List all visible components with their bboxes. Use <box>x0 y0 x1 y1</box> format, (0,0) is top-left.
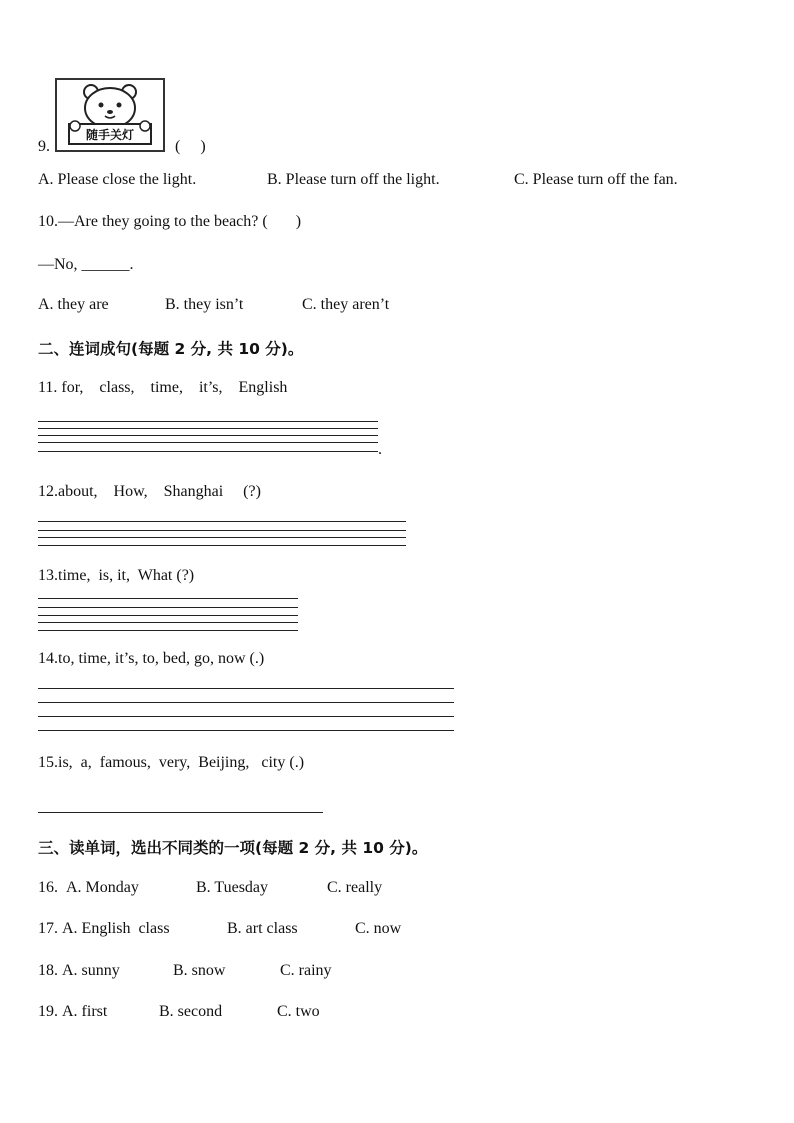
answer-line[interactable] <box>38 812 323 813</box>
answer-line[interactable] <box>38 716 454 717</box>
answer-line[interactable] <box>38 442 378 443</box>
q18-option-b[interactable]: B. snow <box>173 962 226 979</box>
q16-option-a[interactable]: A. Monday <box>66 879 139 896</box>
q9-option-c[interactable]: C. Please turn off the fan. <box>514 171 678 188</box>
q17-option-c[interactable]: C. now <box>355 920 402 937</box>
question-10: 10.—Are they going to the beach? ( ) <box>38 213 302 230</box>
answer-line[interactable] <box>38 435 378 436</box>
answer-blank-9[interactable]: ( ) <box>175 138 206 155</box>
q9-option-a[interactable]: A. Please close the light. <box>38 171 197 188</box>
question-19-number: 19. <box>38 1003 58 1020</box>
answer-line[interactable] <box>38 615 298 616</box>
sentence-period: . <box>378 441 382 458</box>
answer-line[interactable] <box>38 702 454 703</box>
q9-option-b[interactable]: B. Please turn off the light. <box>267 171 440 188</box>
q10-option-a[interactable]: A. they are <box>38 296 109 313</box>
q19-option-a[interactable]: A. first <box>62 1003 108 1020</box>
question-14: 14.to, time, it’s, to, bed, go, now (.) <box>38 650 265 667</box>
q16-option-b[interactable]: B. Tuesday <box>196 879 269 896</box>
question-9-number: 9. <box>38 138 50 155</box>
answer-line[interactable] <box>38 622 298 623</box>
answer-line[interactable] <box>38 421 378 422</box>
answer-line[interactable] <box>38 607 298 608</box>
section-2-heading: 二、连词成句(每题 2 分, 共 10 分)。 <box>38 340 304 358</box>
q10-option-c[interactable]: C. they aren’t <box>302 296 390 313</box>
answer-line[interactable] <box>38 530 406 531</box>
question-11: 11. for, class, time, it’s, English <box>38 379 288 396</box>
q18-option-a[interactable]: A. sunny <box>62 962 120 979</box>
question-15: 15.is, a, famous, very, Beijing, city (.) <box>38 754 305 771</box>
question-18-number: 18. <box>38 962 58 979</box>
q19-option-b[interactable]: B. second <box>159 1003 223 1020</box>
q16-option-c[interactable]: C. really <box>327 879 383 896</box>
bear-icon <box>57 80 163 150</box>
q10-option-b[interactable]: B. they isn’t <box>165 296 244 313</box>
answer-line[interactable] <box>38 730 454 731</box>
answer-line[interactable] <box>38 688 454 689</box>
section-3-heading: 三、读单词，选出不同类的一项(每题 2 分, 共 10 分)。 <box>38 839 428 857</box>
question-16-number: 16. <box>38 879 58 896</box>
question-12: 12.about, How, Shanghai (?) <box>38 483 261 500</box>
q19-option-c[interactable]: C. two <box>277 1003 320 1020</box>
q17-option-b[interactable]: B. art class <box>227 920 298 937</box>
question-10-reply: —No, ______. <box>38 256 134 273</box>
answer-line[interactable] <box>38 545 406 546</box>
q17-option-a[interactable]: A. English class <box>62 920 170 937</box>
answer-line[interactable] <box>38 428 378 429</box>
question-13: 13.time, is, it, What (?) <box>38 567 195 584</box>
sign-text: 随手关灯 <box>85 128 135 142</box>
answer-line[interactable] <box>38 521 406 522</box>
turn-off-lights-sign-image <box>55 78 165 152</box>
answer-line[interactable] <box>38 537 406 538</box>
answer-line[interactable] <box>38 598 298 599</box>
answer-line[interactable] <box>38 451 378 452</box>
q18-option-c[interactable]: C. rainy <box>280 962 332 979</box>
question-17-number: 17. <box>38 920 58 937</box>
answer-line[interactable] <box>38 630 298 631</box>
